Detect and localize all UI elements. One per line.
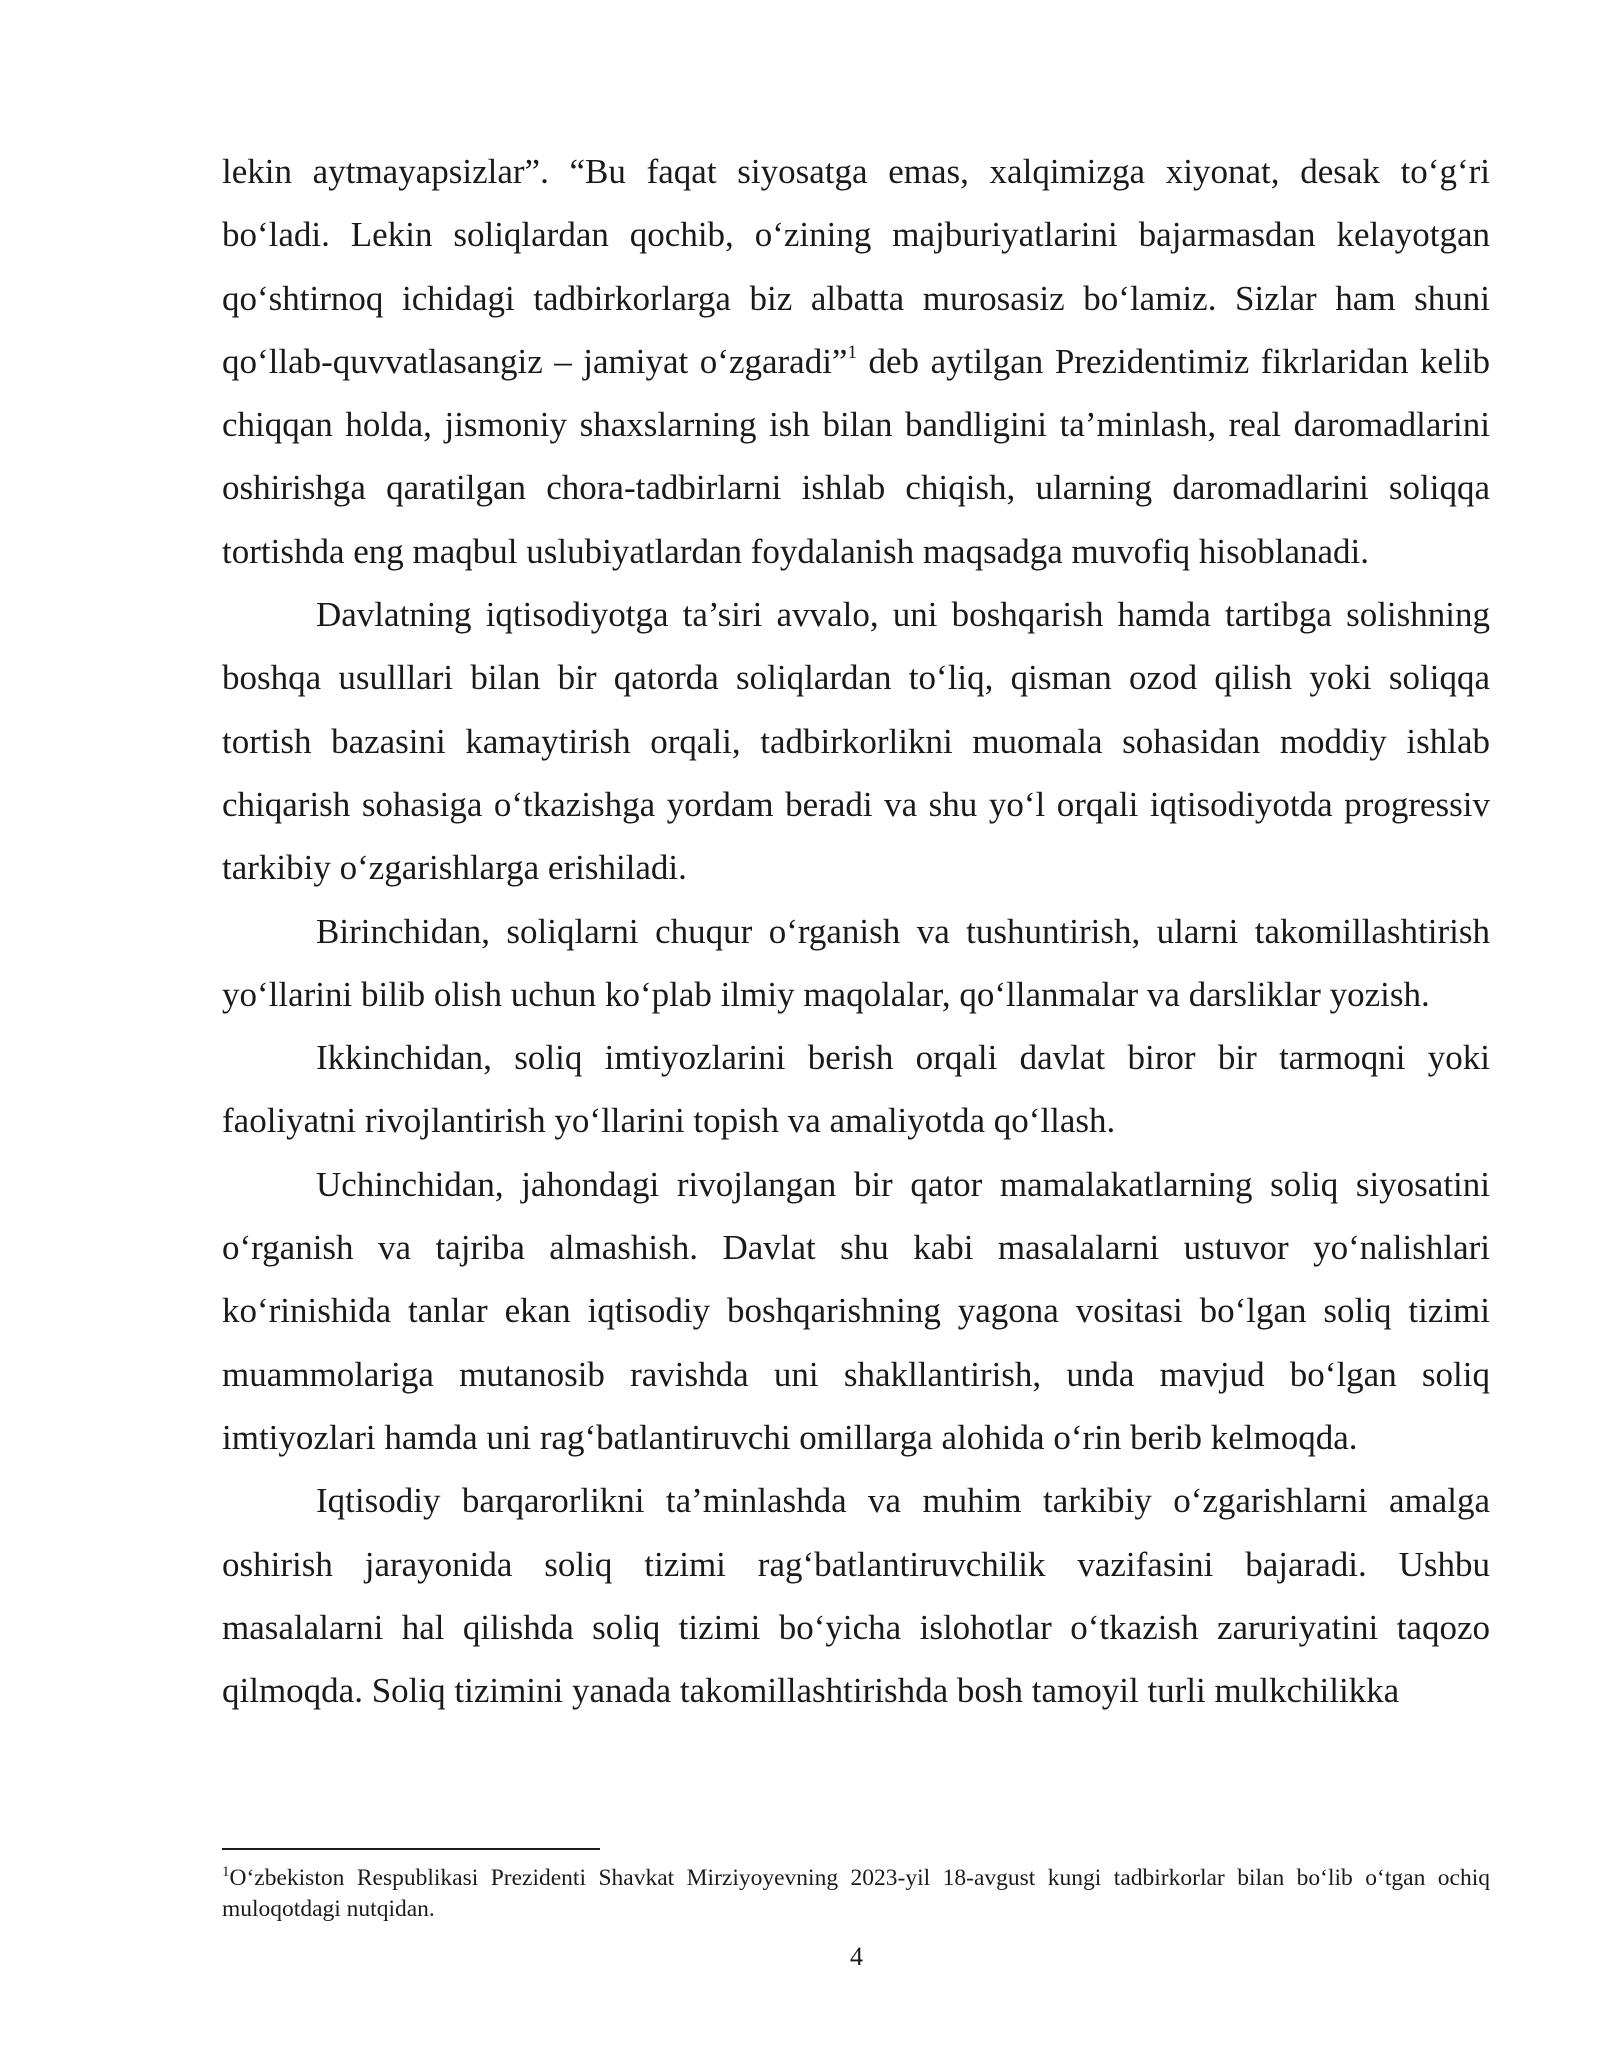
- paragraph-3: Birinchidan, soliqlarni chuqur o‘rganish va tushuntirish, ularni takomillashtirish yo‘llarini bilib olish uchun ko‘plab ilmiy maqolalar, qo‘llanmalar va darsliklar yozish.: [222, 911, 1490, 1014]
- paragraph-1: [222, 140, 1490, 583]
- footnote-marker: 1: [222, 1864, 230, 1880]
- footnote-reference[interactable]: 1: [847, 341, 857, 363]
- paragraph-1-text-before-note: lekin aytmayapsizlar”. “Bu faqat siyosatga emas, xalqimizga xiyonat, desak to‘g‘ri bo‘ladi. Lekin soliqlardan qochib, o‘zining majburiyatlarini bajarmasdan kelayotgan qo‘shtirnoq ichidagi tadbirkorlarga biz albatta murosasiz bo‘lamiz. Sizlar ham shuni qo‘llab-quvvatlasangiz – jamiyat o‘zgaradi”: [222, 152, 1490, 381]
- footnote-separator: [222, 1848, 600, 1850]
- footnote-text: O‘zbekiston Respublikasi Prezidenti Shavkat Mirziyoyevning 2023-yil 18-avgust kungi tadbirkorlar bilan bo‘lib o‘tgan ochiq muloqotdagi nutqidan.: [222, 1865, 1490, 1922]
- paragraph-4: Ikkinchidan, soliq imtiyozlarini berish orqali davlat biror bir tarmoqni yoki faoliyatni rivojlantirish yo‘llarini topish va amaliyotda qo‘llash.: [222, 1038, 1490, 1141]
- paragraph-2: Davlatning iqtisodiyotga ta’siri avvalo, uni boshqarish hamda tartibga solishning boshqa usulllari bilan bir qatorda soliqlardan to‘liq, qisman ozod qilish yoki soliqqa tortish bazasini kamaytirish orqali, tadbirkorlikni muomala sohasidan moddiy ishlab chiqarish sohasiga o‘tkazishga yordam beradi va shu yo‘l orqali iqtisodiyotda progressiv tarkibiy o‘zgarishlarga erishiladi.: [222, 595, 1490, 888]
- page-number: 4: [850, 1942, 863, 1971]
- paragraph-5: Uchinchidan, jahondagi rivojlangan bir qator mamalakatlarning soliq siyosatini o‘rganish va tajriba almashish. Davlat shu kabi masalalarni ustuvor yo‘nalishlari ko‘rinishida tanlar ekan iqtisodiy boshqarishning yagona vositasi bo‘lgan soliq tizimi muammolariga mutanosib ravishda uni shakllantirish, unda mavjud bo‘lgan soliq imtiyozlari hamda uni rag‘batlantiruvchi omillarga alohida o‘rin berib kelmoqda.: [222, 1164, 1490, 1457]
- paragraph-1-text-after-note: deb aytilgan Prezidentimiz fikrlaridan kelib chiqqan holda, jismoniy shaxslarning ish bilan bandligini ta’minlash, real daromadlarini oshirishga qaratilgan chora-tadbirlarni ishlab chiqish, ularning daromadlarini soliqqa tortishda eng maqbul uslubiyatlardan foydalanish maqsadga muvofiq hisoblanadi.: [222, 341, 1490, 571]
- footnote: [222, 1863, 1490, 1925]
- paragraph-6: Iqtisodiy barqarorlikni ta’minlashda va muhim tarkibiy o‘zgarishlarni amalga oshirish jarayonida soliq tizimi rag‘batlantiruvchilik vazifasini bajaradi. Ushbu masalalarni hal qilishda soliq tizimi bo‘yicha islohotlar o‘tkazish zaruriyatini taqozo qilmoqda. Soliq tizimini yanada takomillashtirishda bosh tamoyil turli mulkchilikka: [222, 1481, 1490, 1711]
- body-text: [222, 140, 1490, 1722]
